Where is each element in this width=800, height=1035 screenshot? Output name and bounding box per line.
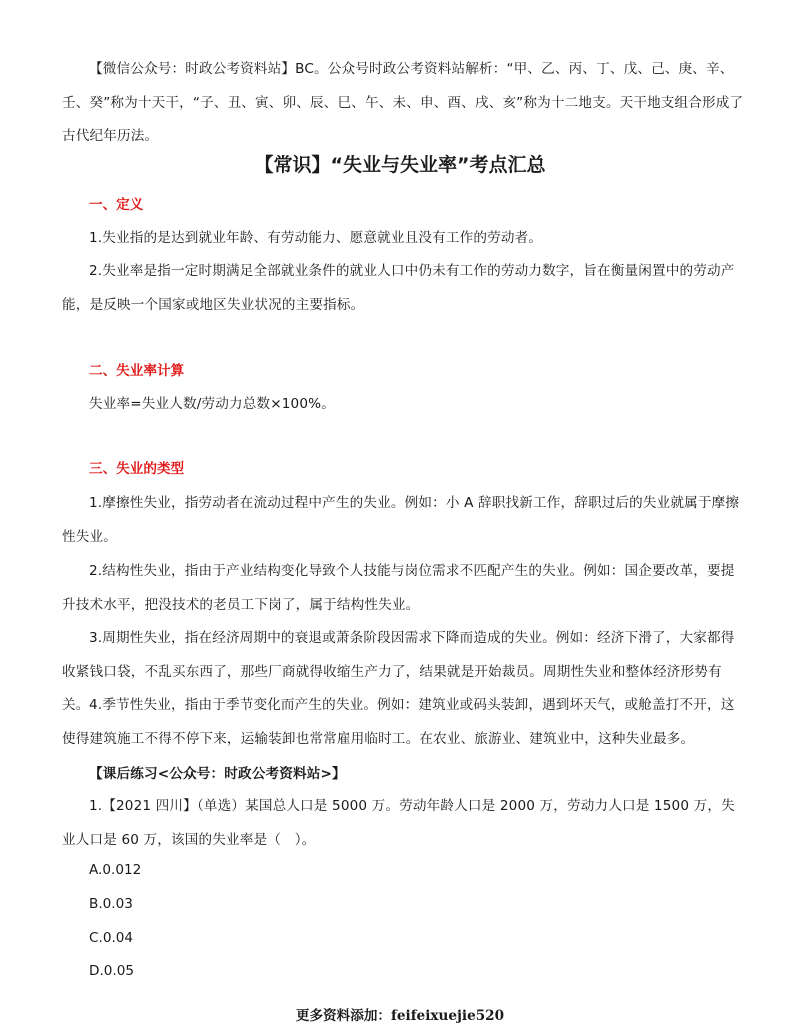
intro-paragraph: 【微信公众号：时政公考资料站】BC。公众号时政公考资料站解析：“甲、乙、丙、丁、戊、己、庚、辛、壬、癸”称为十天干，“子、丑、寅、卯、辰、巳、午、未、申、酉、戌、亥”称为十二地支。天干地支组合形成了古代纪年历法。	[62, 61, 744, 144]
section-heading-definition: 一、定义	[89, 197, 144, 213]
type-paragraph-cyclical: 3.周期性失业，指在经济周期中的衰退或萧条阶段因需求下降而造成的失业。例如：经济下滑了，大家都得收紧钱口袋，不乱买东西了，那些厂商就得收缩生产力了，结果就是开始裁员。周期性失业和整体经济形势有关。	[62, 630, 735, 713]
option-c: C.0.04	[89, 930, 134, 946]
practice-question: 1.【2021 四川】（单选）某国总人口是 5000 万。劳动年龄人口是 2000 万，劳动力人口是 1500 万，失业人口是 60 万，该国的失业率是（ ）。	[62, 798, 735, 848]
type-paragraph-frictional: 1.摩擦性失业，指劳动者在流动过程中产生的失业。例如：小 A 辞职找新工作，辞职过后的失业就属于摩擦性失业。	[62, 495, 740, 545]
practice-heading: 【课后练习<公众号：时政公考资料站>】	[89, 766, 346, 782]
definition-paragraph-2: 2.失业率是指一定时期满足全部就业条件的就业人口中仍未有工作的劳动力数字，旨在衡量闲置中的劳动产能，是反映一个国家或地区失业状况的主要指标。	[62, 263, 735, 313]
footer-contact: 更多资料添加：feifeixuejie520	[295, 1008, 505, 1024]
type-paragraph-structural: 2.结构性失业，指由于产业结构变化导致个人技能与岗位需求不匹配产生的失业。例如：国企要改革，要提升技术水平，把没技术的老员工下岗了，属于结构性失业。	[62, 563, 735, 613]
section-heading-types: 三、失业的类型	[89, 461, 185, 477]
calculation-formula: 失业率=失业人数/劳动力总数×100%。	[89, 396, 335, 412]
option-b: B.0.03	[89, 896, 133, 912]
page-title: 【常识】“失业与失业率”考点汇总	[254, 154, 546, 176]
section-heading-calculation: 二、失业率计算	[89, 363, 185, 379]
type-paragraph-seasonal: 4.季节性失业，指由于季节变化而产生的失业。例如：建筑业或码头装卸，遇到坏天气，或舱盖打不开，这使得建筑施工不得不停下来，运输装卸也常常雇用临时工。在农业、旅游业、建筑业中，这种失业最多。	[62, 697, 735, 747]
option-d: D.0.05	[89, 963, 135, 979]
definition-paragraph-1: 1.失业指的是达到就业年龄、有劳动能力、愿意就业且没有工作的劳动者。	[89, 230, 543, 246]
option-a: A.0.012	[89, 862, 142, 878]
